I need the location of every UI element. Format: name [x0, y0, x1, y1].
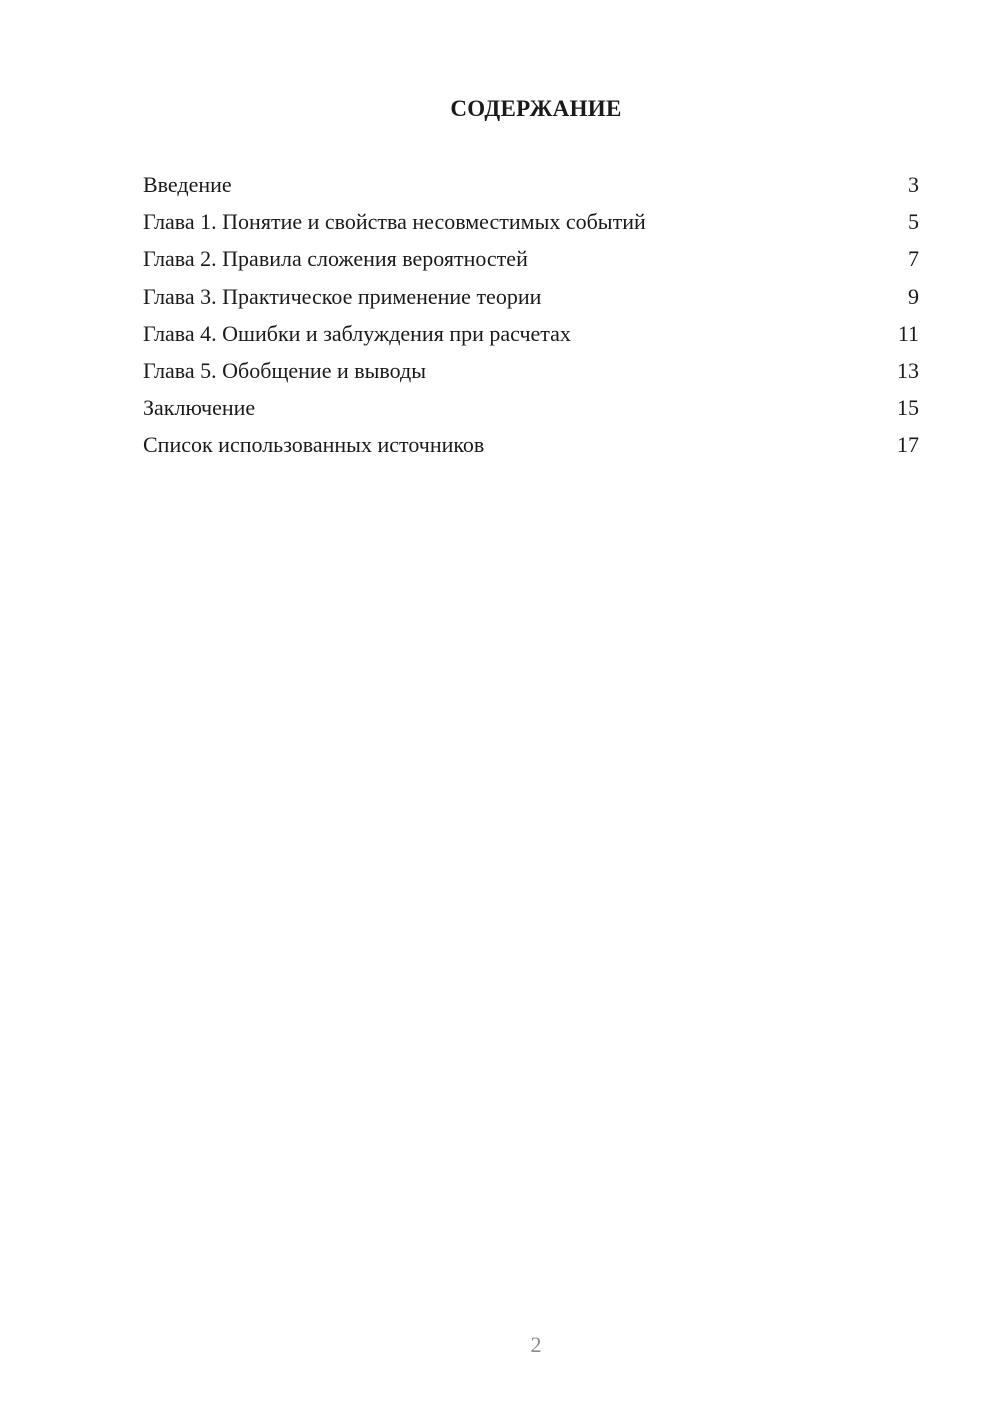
toc-item-page: 5 [908, 209, 919, 235]
toc-item-page: 7 [908, 246, 919, 272]
toc-item-label: Глава 5. Обобщение и выводы [143, 357, 426, 383]
toc-item-conclusion [143, 389, 919, 426]
toc-item-page: 15 [897, 395, 919, 421]
toc-item-label: Глава 2. Правила сложения вероятностей [143, 246, 528, 272]
toc-item-chapter-1 [143, 203, 919, 240]
table-of-contents [143, 166, 919, 464]
toc-item-references [143, 426, 919, 463]
toc-item-label: Заключение [143, 395, 256, 421]
toc-item-page: 17 [897, 432, 919, 458]
toc-item-page: 9 [908, 283, 919, 309]
toc-item-page: 3 [908, 172, 919, 197]
toc-item-page: 11 [897, 320, 919, 346]
page-number: 2 [530, 1332, 542, 1357]
toc-item-chapter-4 [143, 315, 919, 352]
toc-item-introduction [143, 166, 919, 203]
toc-item-label: Глава 1. Понятие и свойства несовместимых событий [143, 209, 646, 235]
toc-item-chapter-5 [143, 352, 919, 389]
toc-item-label: Глава 4. Ошибки и заблуждения при расчетах [143, 320, 571, 346]
toc-item-page: 13 [897, 357, 919, 383]
toc-item-chapter-2 [143, 240, 919, 277]
toc-item-label: Введение [143, 172, 232, 197]
toc-title: СОДЕРЖАНИЕ [450, 96, 622, 121]
toc-item-label: Список использованных источников [143, 432, 485, 458]
toc-item-chapter-3 [143, 278, 919, 315]
toc-item-label: Глава 3. Практическое применение теории [143, 283, 542, 309]
